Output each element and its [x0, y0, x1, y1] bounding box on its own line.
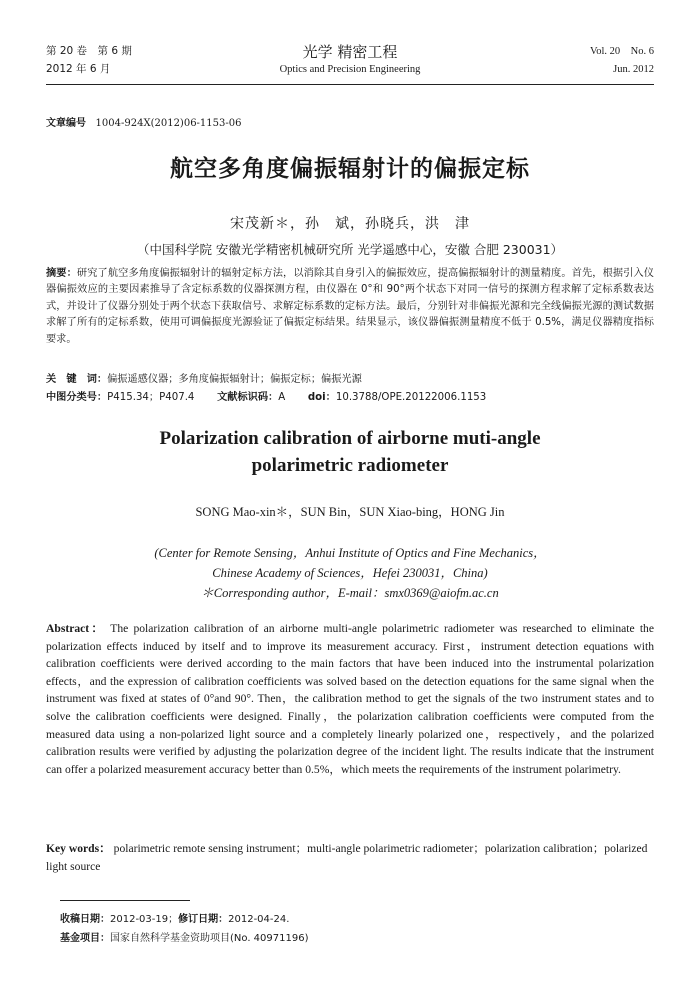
doc-code-label: 文献标识码：: [217, 392, 279, 403]
authors-cn: 宋茂新＊，孙 斌，孙晓兵，洪 津: [230, 216, 470, 232]
received-label: 收稿日期：: [60, 914, 110, 925]
fund-footnote: [60, 929, 308, 944]
affiliation-cn: （中国科学院 安徽光学精密机械研究所 光学遥感中心，安徽 合肥 230031）: [136, 242, 564, 257]
keywords-cn-text: 偏振遥感仪器；多角度偏振辐射计；偏振定标；偏振光源: [107, 374, 362, 385]
journal-vol-no-en: Vol. 20 No. 6: [590, 46, 654, 57]
affiliation-en-line1: (Center for Remote Sensing，Anhui Institute of Optics and Fine Mechanics，: [154, 546, 546, 560]
revised-value: 2012-04-24.: [228, 914, 290, 925]
paper-title-cn: 航空多角度偏振辐射计的偏振定标: [170, 156, 530, 182]
paper-title-en-line1: Polarization calibration of airborne muti-angle: [159, 428, 541, 449]
received-value: 2012-03-19；: [110, 914, 179, 925]
article-number-value: 1004-924X(2012)06-1153-06: [95, 118, 242, 129]
article-number-label: 文章编号: [46, 118, 86, 129]
abstract-en-text: The polarization calibration of an airborne multi-angle polarimetric radiometer was researched to eliminate the polarization effects induced by itself and to improve its measurement accuracy. First，instrument detection equations with calibration coefficients were derived according to the main factors that have been induced into the instrumental polarization effects，and the expression of calibration coefficients was solved based on the detection equations for the same signal when the instrument was fixed at states of 0°and 90°. Then，the calibration method to get the signals of the two instrument states and to solve the calibration coefficients were designed. Finally，the polarization calibration coefficients were computed from the measured data using a non-polarized light source and a completely linearly polarized one，respectively，and the polarized calibration results were verified by adjusting the polarization degree of the incident light. The results indicate that the instrument can offer a polarized measurement accuracy better than 0.5%，which meets the requirements of the instrument polarimetry.: [46, 622, 654, 776]
keywords-en-text: polarimetric remote sensing instrument；multi-angle polarimetric radiometer；polarization calibration；polarized light source: [46, 842, 648, 873]
keywords-cn: [46, 372, 654, 388]
dates-footnote: [60, 910, 289, 925]
revised-label: 修订日期：: [178, 914, 229, 925]
abstract-cn-label: 摘要：: [46, 268, 77, 279]
affiliation-en-line2: Chinese Academy of Sciences，Hefei 230031，China): [212, 566, 488, 580]
doc-code-value: A: [278, 392, 286, 403]
journal-name-cn: 光学 精密工程: [302, 43, 398, 61]
journal-name-en: Optics and Precision Engineering: [279, 64, 421, 75]
abstract-en-label: Abstract：: [46, 622, 106, 635]
abstract-cn-text: 研究了航空多角度偏振辐射计的辐射定标方法，以消除其自身引入的偏振效应，提高偏振辐射计的测量精度。首先，根据引入仪器偏振效应的主要因素推导了含定标系数的仪器探测方程，由仪器在 0°和 90°两个状态下对同一信号的探测方程求解了定标系数表达式，并设计了仪器分别处于两个状态下获取信号、求解定标系数的定标方法。最后，分别针对非偏振光源和完全线偏振光源的测试数据求解了所有的定标系数，使用可调偏振度光源验证了偏振定标结果。结果显示，该仪器偏振测量精度不低于 0.5%，满足仪器精度指标要求。: [46, 268, 654, 345]
fund-value: 国家自然科学基金资助项目(No. 40971196): [110, 933, 309, 944]
keywords-cn-label: 关 键 词：: [46, 374, 108, 385]
keywords-en: [46, 840, 654, 875]
journal-date-en: Jun. 2012: [613, 64, 654, 75]
abstract-cn: [46, 266, 654, 348]
doi-value: 10.3788/OPE.20122006.1153: [335, 392, 487, 403]
journal-volume-issue: 第 20 卷 第 6 期: [46, 45, 132, 57]
footnote-rule: [60, 900, 190, 901]
authors-en: SONG Mao-xin＊，SUN Bin，SUN Xiao-bing，HONG Jin: [195, 505, 505, 519]
abstract-en: [46, 620, 654, 778]
classification-line: [46, 390, 654, 406]
doi-label: doi：: [307, 392, 336, 403]
corresponding-author: ＊Corresponding author，E-mail：smx0369@aiofm.ac.cn: [201, 586, 499, 600]
clc-label: 中图分类号：: [46, 392, 108, 403]
journal-date-cn: 2012 年 6 月: [46, 63, 111, 75]
clc-value: P415.34；P407.4: [107, 392, 195, 403]
keywords-en-label: Key words：: [46, 842, 111, 855]
header-rule: [46, 84, 654, 85]
article-number: [46, 114, 242, 129]
paper-title-en-line2: polarimetric radiometer: [251, 455, 449, 476]
fund-label: 基金项目：: [60, 933, 110, 944]
